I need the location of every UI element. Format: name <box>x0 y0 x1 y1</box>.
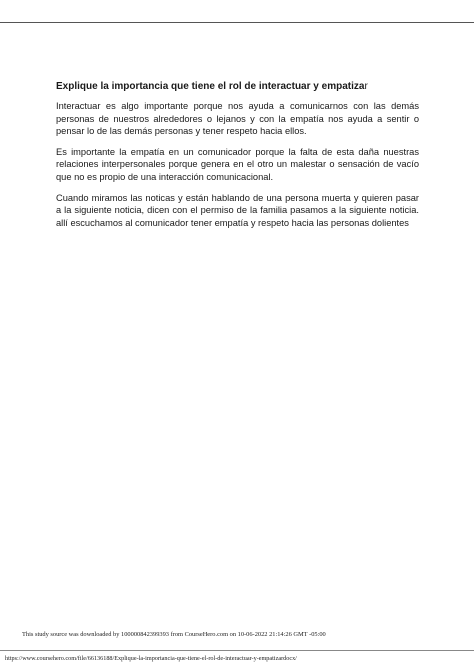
paragraph-2: Es importante la empatía en un comunicador porque la falta de esta daña nuestras relaciones interpersonales porque genera en el otro un malestar o sensación de vacío que no es propio de una interacción comunicacional. <box>56 146 419 182</box>
source-url-link[interactable]: https://www.coursehero.com/file/66136188/Explique-la-importancia-que-tiene-el-rol-de-interactuar-y-empatizardocx/ <box>5 655 297 662</box>
bottom-divider <box>0 650 474 651</box>
top-divider <box>0 22 474 23</box>
document-body <box>56 80 419 237</box>
paragraph-1: Interactuar es algo importante porque nos ayuda a comunicarnos con las demás personas de nuestros alrededores o lejanos y con la empatía nos ayuda a sentir o pensar lo de las demás personas y tener respeto hacia ellos. <box>56 101 419 137</box>
paragraph-3: Cuando miramos las noticas y están hablando de una persona muerta y quieren pasar a la siguiente noticia, dicen con el permiso de la familia pasamos a la siguiente noticia. allí escuchamos al comunicador tener empatía y respeto hacia las personas dolientes <box>56 192 419 228</box>
download-source-note: This study source was downloaded by 100000842399393 from CourseHero.com on 10-06-2022 21:14:26 GMT -05:00 <box>22 631 326 638</box>
heading-main-text: Explique la importancia que tiene el rol de interactuar y empatiza <box>56 81 365 92</box>
heading-tail-text: r <box>364 81 368 92</box>
document-heading <box>56 80 419 93</box>
